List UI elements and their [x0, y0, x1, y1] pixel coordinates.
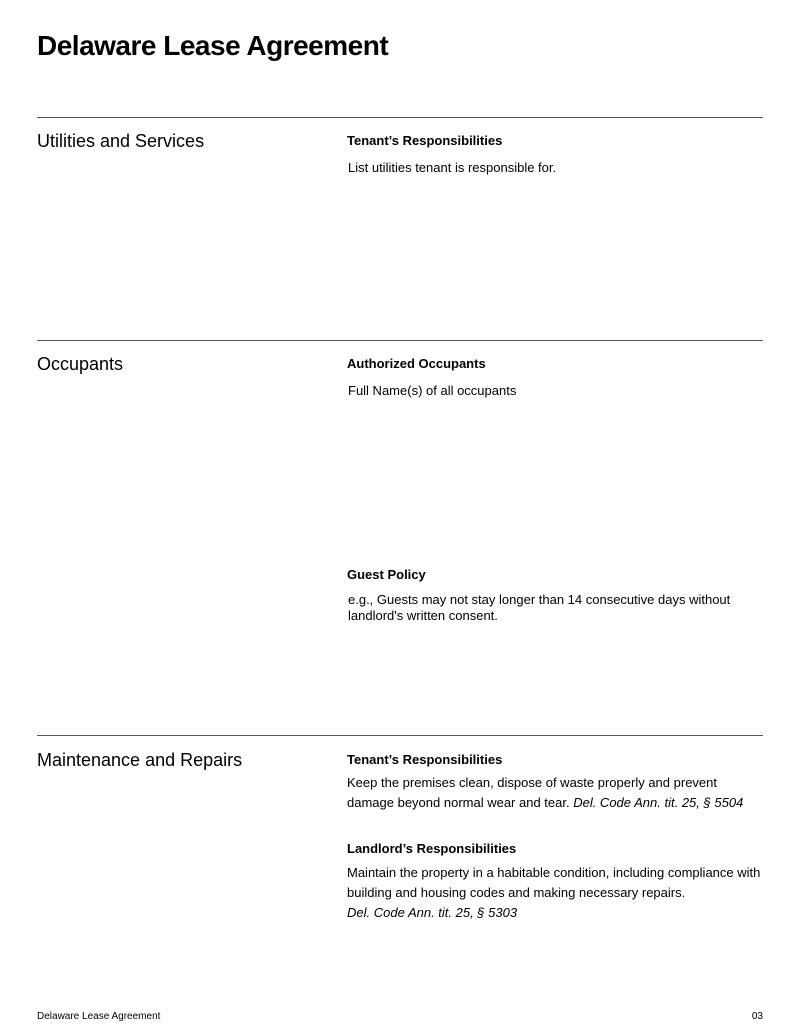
section-divider	[37, 735, 763, 736]
guest-policy-label: Guest Policy	[347, 567, 426, 582]
section-title-utilities: Utilities and Services	[37, 131, 205, 151]
tenant-statute-citation: Del. Code Ann. tit. 25, § 5504	[573, 795, 744, 810]
section-title-maintenance: Maintenance and Repairs	[37, 750, 243, 770]
maintenance-tenant-text	[347, 773, 763, 813]
section-divider	[37, 340, 763, 341]
page-number: 03	[751, 1011, 763, 1022]
document-title: Delaware Lease Agreement	[37, 30, 389, 61]
maintenance-tenant-label: Tenant’s Responsibilities	[347, 752, 503, 767]
footer-document-name: Delaware Lease Agreement	[37, 1011, 161, 1022]
authorized-occupants-field[interactable]: Full Name(s) of all occupants	[348, 383, 517, 398]
section-divider	[37, 117, 763, 118]
guest-policy-field[interactable]: e.g., Guests may not stay longer than 14 consecutive days without landlord's written consent.	[348, 592, 731, 623]
authorized-occupants-label: Authorized Occupants	[347, 356, 486, 371]
landlord-statute-citation: Del. Code Ann. tit. 25, § 5303	[347, 905, 518, 920]
tenant-duty-text: Keep the premises clean, dispose of waste properly and prevent damage beyond normal wear and tear.	[347, 775, 717, 810]
maintenance-landlord-text	[347, 863, 763, 923]
utilities-tenant-label: Tenant’s Responsibilities	[347, 133, 503, 148]
maintenance-landlord-label: Landlord’s Responsibilities	[347, 841, 517, 856]
section-title-occupants: Occupants	[37, 354, 124, 374]
landlord-duty-text: Maintain the property in a habitable condition, including compliance with building and housing codes and making necessary repairs.	[347, 865, 761, 900]
utilities-tenant-field[interactable]: List utilities tenant is responsible for.	[348, 160, 557, 175]
